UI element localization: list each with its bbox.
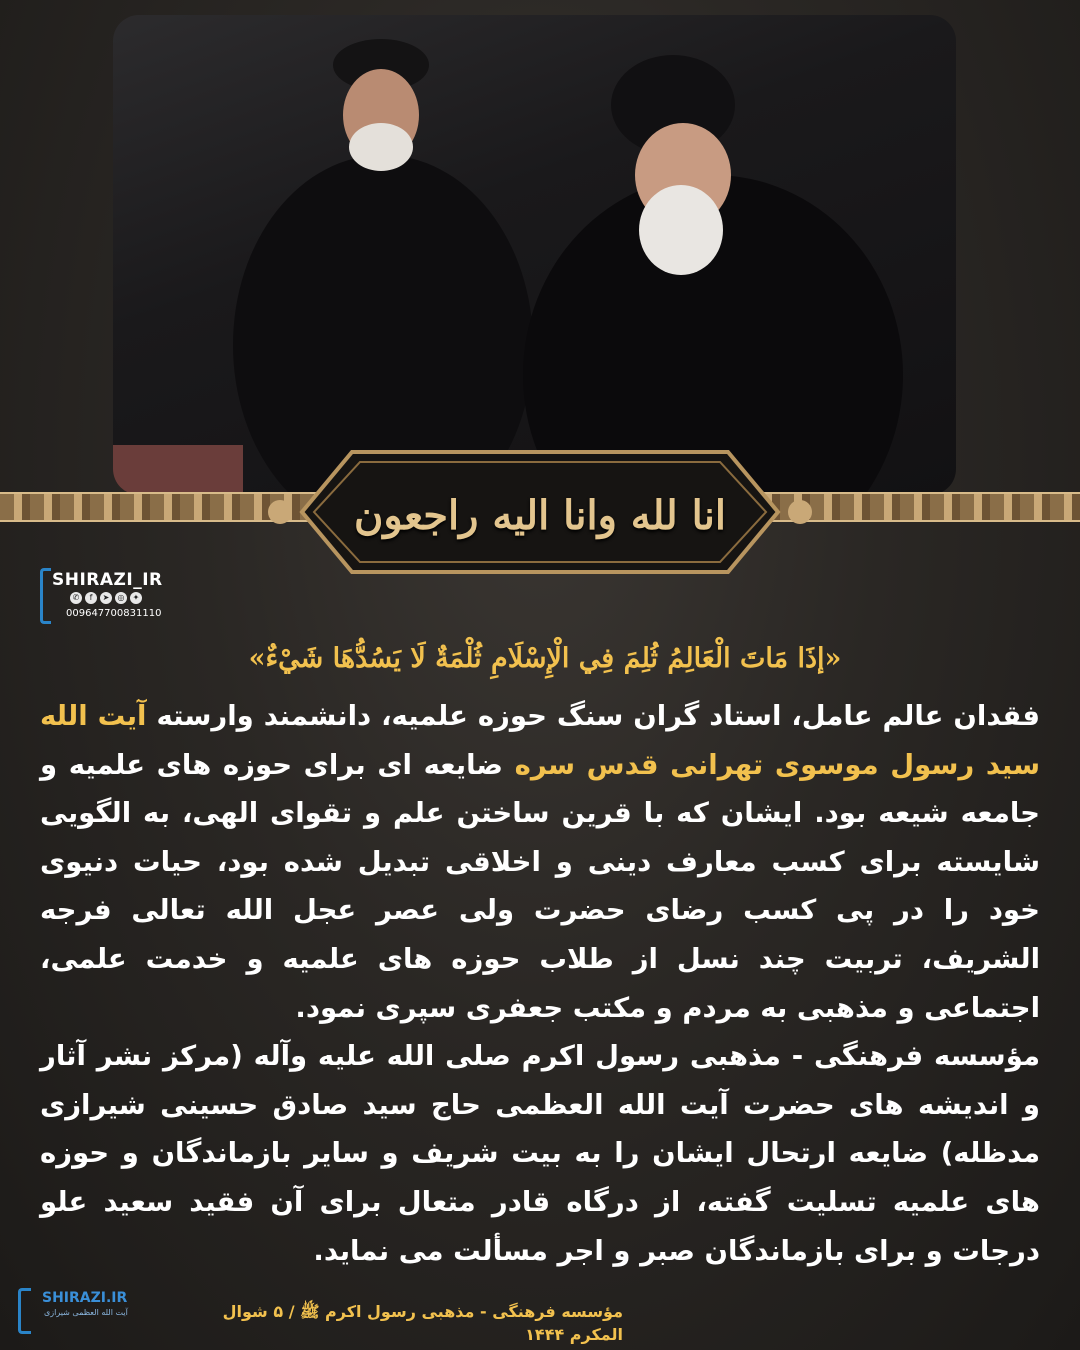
clerics-photo	[113, 15, 956, 495]
plaque-calligraphy: انا لله وانا اليه راجعون	[353, 491, 727, 539]
body-part3: مؤسسه فرهنگی - مذهبی رسول اکرم صلی الله علیه وآله (مرکز نشر آثار و اندیشه های حضرت آیت الله العظمی حاج سید صادق حسینی شیرازی مدظله) ضایعه ارتحال ایشان را به بیت شریف و سایر بازماندگان و حوزه های علمیه تسلیت گفته، از درگاه قادر متعال برای آن فقید سعید علو درجات و برای بازماندگان صبر و اجر مسألت می نماید.	[40, 1040, 1040, 1267]
body-part1: فقدان عالم عامل، استاد گران سنگ حوزه علمیه، دانشمند وارسته	[156, 700, 1040, 732]
body-part2: ضایعه ای برای حوزه های علمیه و جامعه شیعه بود. ایشان که با قرین ساختن علم و تقوای الهی، به الگویی شایسته برای کسب معارف دینی و اخلاقی تبدیل شده بود، حیات دنیوی خود را در پی کسب رضای حضرت ولی عصر عجل الله تعالی فرجه الشریف، تربیت چند نسل از طلاب حوزه های علمیه و خدمت علمی، اجتماعی و مذهبی به مردم و مکتب جعفری سپری نمود.	[40, 748, 1040, 1024]
brand-phone: 009647700831110	[66, 608, 162, 619]
brand-name: SHIRAZI_IR	[52, 570, 163, 590]
twitter-icon[interactable]: ✦	[130, 592, 142, 604]
footer-logo-icon	[18, 1288, 31, 1334]
brand-logo-icon	[40, 568, 51, 624]
footer-signature: مؤسسه فرهنگی - مذهبی رسول اکرم ﷺ / ۵ شوال المکرم ۱۴۴۴	[222, 1302, 623, 1344]
footer-logo-sub: آیت الله العظمی شیرازی	[44, 1308, 128, 1317]
footer-logo-name: SHIRAZI.IR	[42, 1290, 128, 1306]
whatsapp-icon[interactable]: ✆	[70, 592, 82, 604]
facebook-icon[interactable]: f	[85, 592, 97, 604]
telegram-icon[interactable]: ➤	[100, 592, 112, 604]
photo-panel	[113, 15, 956, 495]
instagram-icon[interactable]: ◎	[115, 592, 127, 604]
social-icons	[70, 592, 142, 604]
condolence-text	[40, 692, 1040, 1275]
deceased-name: آیت الله سید رسول موسوی تهرانی قدس سره	[40, 700, 1040, 781]
hadith-quote: «إذَا مَاتَ الْعَالِمُ ثُلِمَ فِي الْإِسْلَامِ ثُلْمَةٌ لَا يَسُدُّهَا شَيْءٌ»	[248, 643, 842, 674]
